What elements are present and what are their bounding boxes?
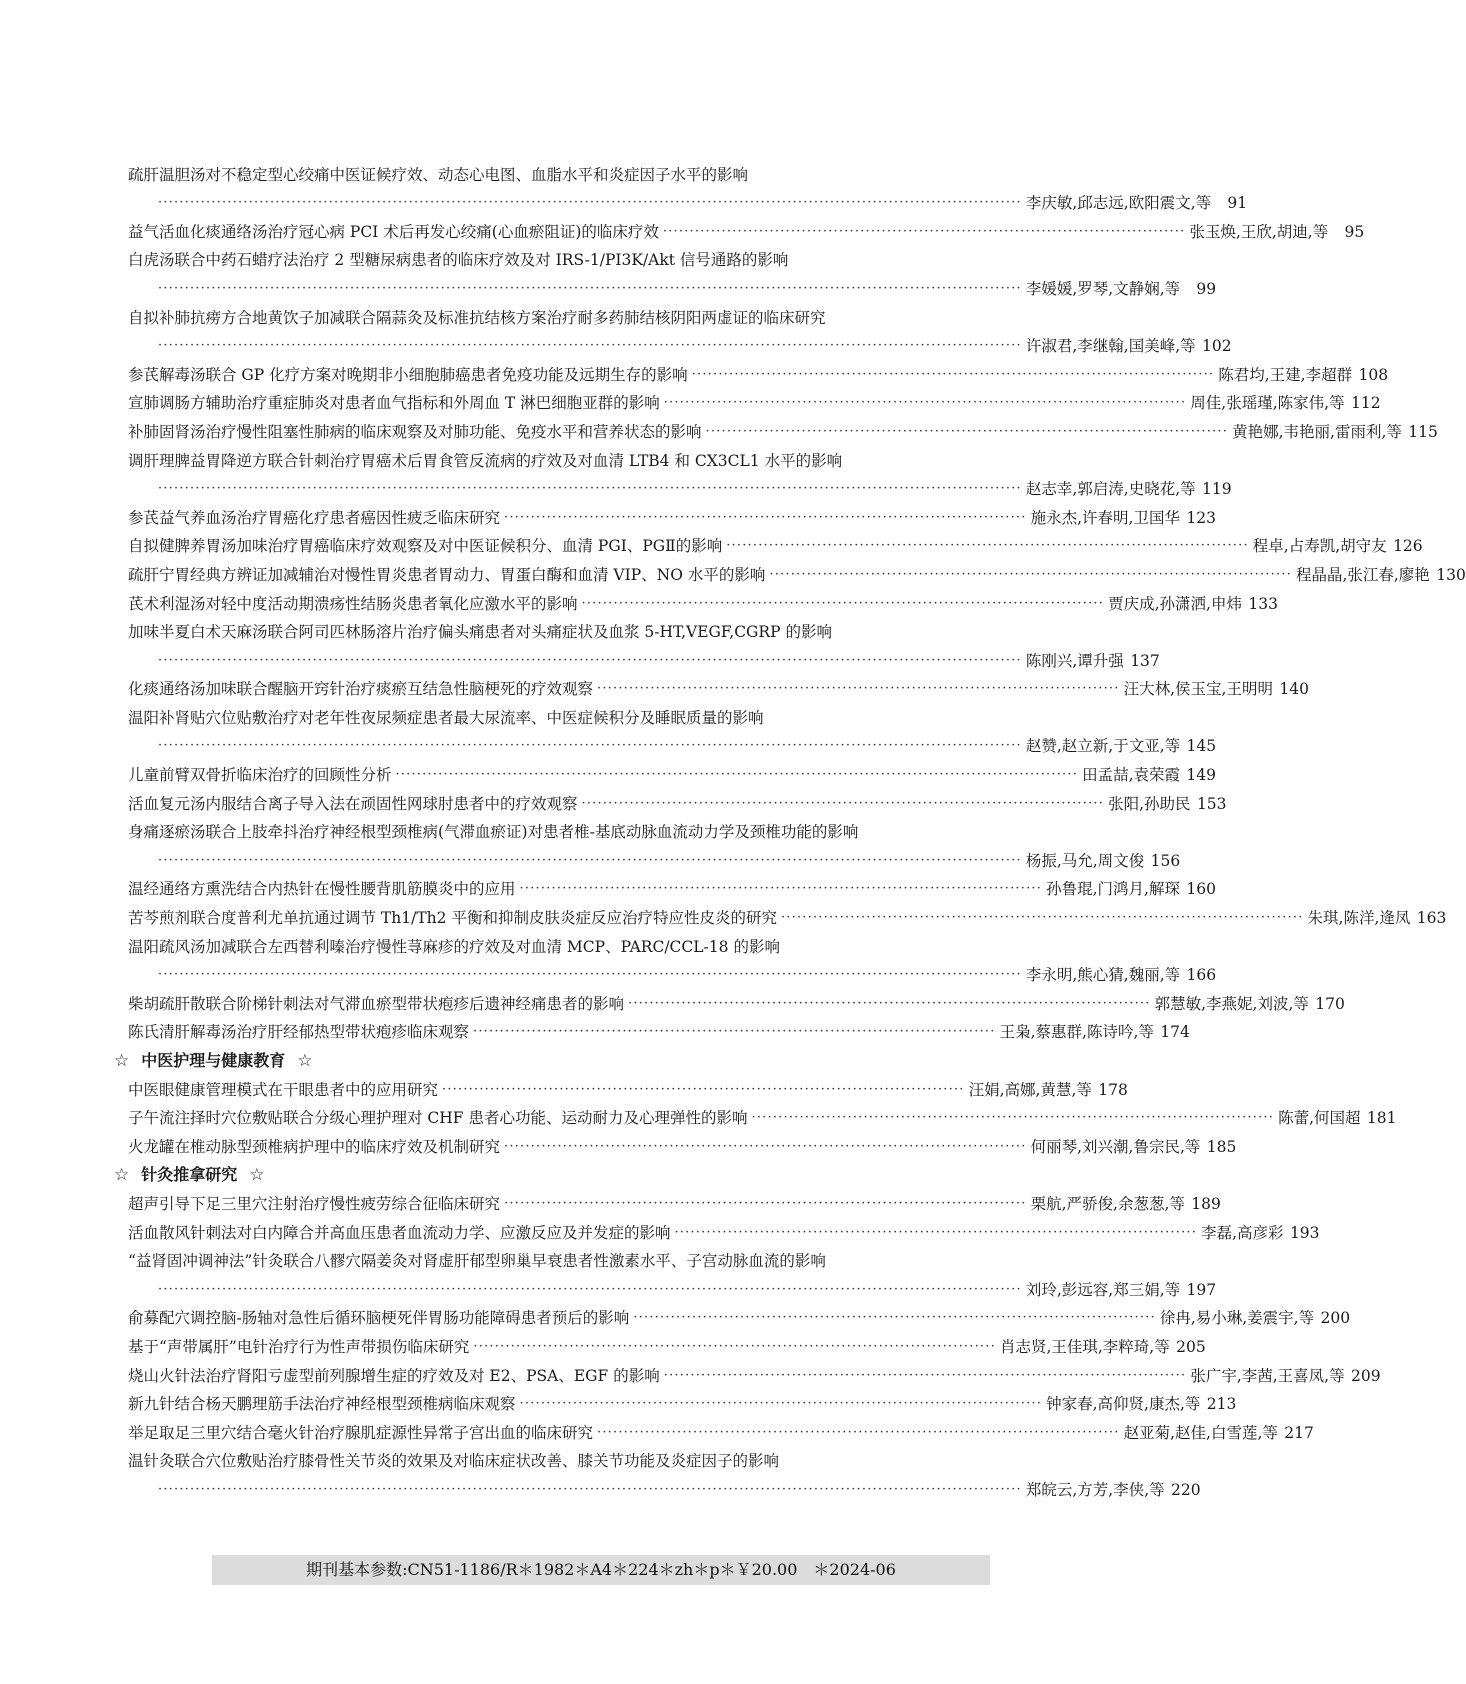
- leader-dots: ··································································································: [504, 509, 1027, 525]
- toc-entry[interactable]: 陈氏清肝解毒汤治疗肝经郁热型带状疱疹临床观察 ·································································································· 王枭,蔡惠群,陈诗吟,等 174: [128, 1023, 1190, 1042]
- toc-entry[interactable]: 芪术利湿汤对轻中度活动期溃疡性结肠炎患者氧化应激水平的影响 ·································································································· 贾庆成,孙潇洒,申炜 133: [128, 594, 1278, 613]
- leader-dots: ··································································································································································: [158, 481, 1022, 497]
- leader-dots: ··································································································: [751, 1110, 1275, 1126]
- toc-entry-title-line: 身痛逐瘀汤联合上肢牵抖治疗神经根型颈椎病(气滞血瘀证)对患者椎-基底动脉血流动力学及颈椎功能的影响: [128, 823, 859, 842]
- toc-entry[interactable]: 子午流注择时穴位敷贴联合分级心理护理对 CHF 患者心功能、运动耐力及心理弹性的影响 ·································································································· 陈蕾,何国超 181: [128, 1109, 1397, 1128]
- toc-entry-title-line: 温针灸联合穴位敷贴治疗膝骨性关节炎的效果及对临床症状改善、膝关节功能及炎症因子的影响: [128, 1452, 780, 1471]
- toc-entry-title-line: 疏肝温胆汤对不稳定型心绞痛中医证候疗效、动态心电图、血脂水平和炎症因子水平的影响: [128, 165, 749, 184]
- star-icon: ☆: [114, 1051, 130, 1071]
- toc-entry[interactable]: ·································································································································································· 许淑君,李继翰,国美峰,等 102: [158, 337, 1232, 356]
- leader-dots: ··································································································: [628, 995, 1151, 1011]
- toc-entry[interactable]: 温经通络方熏洗结合内热针在慢性腰背肌筋膜炎中的应用 ·································································································· 孙鲁琨,门鸿月,解琛 160: [128, 880, 1216, 899]
- toc-entry[interactable]: 举足取足三里穴结合毫火针治疗腺肌症源性异常子宫出血的临床研究 ·································································································· 赵亚菊,赵佳,白雪莲,等 217: [128, 1423, 1314, 1442]
- leader-dots: ··································································································: [442, 1081, 965, 1097]
- toc-entry[interactable]: 超声引导下足三里穴注射治疗慢性疲劳综合征临床研究 ·································································································· 栗航,严骄俊,余葱葱,等 189: [128, 1194, 1221, 1213]
- toc-entry[interactable]: 活血复元汤内服结合离子导入法在顽固性网球肘患者中的疗效观察 ·································································································· 张阳,孙助民 153: [128, 794, 1227, 813]
- section-title: 针灸推拿研究: [141, 1165, 238, 1185]
- table-of-contents: [114, 156, 1466, 1500]
- leader-dots: ··································································································: [663, 1367, 1187, 1383]
- toc-entry[interactable]: 柴胡疏肝散联合阶梯针刺法对气滞血瘀型带状疱疹后遗神经痛患者的影响 ·································································································· 郭慧敏,李燕妮,刘波,等 170: [128, 994, 1345, 1013]
- leader-dots: ··································································································: [691, 366, 1215, 382]
- toc-entry[interactable]: 化痰通络汤加味联合醒脑开窍针治疗痰瘀互结急性脑梗死的疗效观察 ·································································································· 汪大林,侯玉宝,王明明 140: [128, 680, 1309, 699]
- toc-entry-title-line: 白虎汤联合中药石蜡疗法治疗 2 型糖尿病患者的临床疗效及对 IRS-1/PI3K/Akt 信号通路的影响: [128, 251, 789, 270]
- leader-dots: ··································································································: [780, 910, 1304, 926]
- star-icon: ☆: [114, 1165, 130, 1186]
- leader-dots: ··································································································································································: [158, 338, 1022, 354]
- toc-entry-title-line: 加味半夏白术天麻汤联合阿司匹林肠溶片治疗偏头痛患者对头痛症状及血浆 5-HT,VEGF,CGRP 的影响: [128, 623, 832, 642]
- toc-entry[interactable]: 宣肺调肠方辅助治疗重症肺炎对患者血气指标和外周血 T 淋巴细胞亚群的影响 ·································································································· 周佳,张瑶瑾,陈家伟,等 112: [128, 394, 1381, 413]
- toc-entry[interactable]: 补肺固肾汤治疗慢性阻塞性肺病的临床观察及对肺功能、免疫水平和营养状态的影响 ·································································································· 黄艳娜,韦艳丽,雷雨利,等 115: [128, 422, 1438, 441]
- toc-entry-title-line: 调肝理脾益胃降逆方联合针刺治疗胃癌术后胃食管反流病的疗效及对血清 LTB4 和 CX3CL1 水平的影响: [128, 451, 843, 470]
- toc-entry[interactable]: 益气活血化痰通络汤治疗冠心病 PCI 术后再发心绞痛(心血瘀阻证)的临床疗效 ·································································································· 张玉焕,王欣,胡迪,等 95: [128, 222, 1365, 241]
- toc-entry[interactable]: 自拟健脾养胃汤加味治疗胃癌临床疗效观察及对中医证候积分、血清 PGⅠ、PGⅡ的影响 ·································································································· 程卓,占寿凯,胡守友 126: [128, 537, 1423, 556]
- leader-dots: ··································································································································································: [158, 1281, 1022, 1297]
- toc-entry[interactable]: 参芪解毒汤联合 GP 化疗方案对晚期非小细胞肺癌患者免疫功能及远期生存的影响 ·································································································· 陈君均,王建,李超群 108: [128, 365, 1389, 384]
- leader-dots: ··································································································: [473, 1024, 996, 1040]
- toc-entry[interactable]: 新九针结合杨天鹏理筋手法治疗神经根型颈椎病临床观察 ·································································································· 钟家春,高仰贤,康杰,等 213: [128, 1395, 1237, 1414]
- toc-entry[interactable]: ·································································································································································· 赵志幸,郭启涛,史晓花,等 119: [158, 480, 1232, 499]
- star-icon: ☆: [249, 1165, 265, 1186]
- leader-dots: ··································································································: [769, 566, 1292, 582]
- toc-entry-title-line: 温阳补肾贴穴位贴敷治疗对老年性夜尿频症患者最大尿流率、中医症候积分及睡眠质量的影响: [128, 708, 764, 727]
- leader-dots: ··································································································: [705, 423, 1229, 439]
- leader-dots: ··································································································: [674, 1224, 1198, 1240]
- leader-dots: ··································································································: [662, 223, 1186, 239]
- leader-dots: ··································································································: [663, 395, 1187, 411]
- leader-dots: ··································································································: [597, 1424, 1120, 1440]
- leader-dots: ··································································································: [519, 1396, 1043, 1412]
- leader-dots: ··································································································: [473, 1338, 996, 1354]
- leader-dots: ··································································································: [633, 1310, 1156, 1326]
- toc-entry-title-line: 自拟补肺抗痨方合地黄饮子加减联合隔蒜灸及标准抗结核方案治疗耐多药肺结核阴阳两虚证的临床研究: [128, 308, 826, 327]
- leader-dots: ··································································································································································: [158, 195, 1022, 211]
- toc-entry[interactable]: 中医眼健康管理模式在干眼患者中的应用研究 ·································································································· 汪娟,高娜,黄慧,等 178: [128, 1080, 1128, 1099]
- toc-entry[interactable]: ·································································································································································· 赵赞,赵立新,于文亚,等 145: [158, 737, 1217, 756]
- toc-entry[interactable]: 儿童前臂双骨折临床治疗的回顾性分析 ································································································································ 田孟喆,袁荣霞 149: [128, 766, 1216, 785]
- section-title: 中医护理与健康教育: [141, 1051, 286, 1070]
- toc-entry[interactable]: 参芪益气养血汤治疗胃癌化疗患者癌因性疲乏临床研究 ·································································································· 施永杰,许春明,卫国华 123: [128, 508, 1216, 527]
- leader-dots: ··································································································: [581, 795, 1105, 811]
- leader-dots: ··································································································: [597, 681, 1120, 697]
- leader-dots: ··································································································································································: [158, 652, 1022, 668]
- section-heading-nursing: [114, 1042, 1088, 1071]
- leader-dots: ··································································································: [504, 1195, 1027, 1211]
- toc-entry[interactable]: 火龙罐在椎动脉型颈椎病护理中的临床疗效及机制研究 ·································································································· 何丽琴,刘兴潮,鲁宗民,等 185: [128, 1137, 1237, 1156]
- toc-entry-title-line: 温阳疏风汤加减联合左西替利嗪治疗慢性荨麻疹的疗效及对血清 MCP、PARC/CCL-18 的影响: [128, 937, 780, 956]
- star-icon: ☆: [297, 1051, 313, 1071]
- toc-entry[interactable]: ·································································································································································· 李永明,熊心猜,魏丽,等 166: [158, 966, 1217, 985]
- leader-dots: ··································································································: [504, 1138, 1027, 1154]
- leader-dots: ··································································································································································: [158, 1481, 1022, 1497]
- leader-dots: ··································································································································································: [158, 738, 1022, 754]
- toc-entry[interactable]: ·································································································································································· 杨振,马允,周文俊 156: [158, 851, 1181, 870]
- toc-entry[interactable]: ·································································································································································· 刘玲,彭远容,郑三娟,等 197: [158, 1280, 1217, 1299]
- toc-entry[interactable]: 烧山火针法治疗肾阳亏虚型前列腺增生症的疗效及对 E2、PSA、EGF 的影响 ·································································································· 张广宇,李茜,王喜凤,等 209: [128, 1366, 1381, 1385]
- leader-dots: ··································································································································································: [158, 967, 1022, 983]
- leader-dots: ··································································································: [519, 881, 1043, 897]
- leader-dots: ································································································································: [395, 767, 1079, 783]
- toc-entry[interactable]: ·································································································································································· 李媛媛,罗琴,文静娴,等 99: [158, 279, 1217, 298]
- toc-entry[interactable]: 俞募配穴调控脑-肠轴对急性后循环脑梗死伴胃肠功能障碍患者预后的影响 ·································································································· 徐冉,易小琳,姜震宇,等 200: [128, 1309, 1351, 1328]
- leader-dots: ··································································································: [581, 595, 1105, 611]
- toc-entry[interactable]: 活血散风针刺法对白内障合并高血压患者血流动力学、应激反应及并发症的影响 ·································································································· 李磊,高彦彩 193: [128, 1223, 1320, 1242]
- leader-dots: ··································································································································································: [158, 280, 1022, 296]
- toc-entry[interactable]: ·································································································································································· 郑皖云,方芳,李侠,等 220: [158, 1480, 1201, 1499]
- journal-parameters-footer: 期刊基本参数:CN51-1186/R＊1982＊A4＊224＊zh＊p＊￥20.00 ＊2024-06: [212, 1555, 990, 1585]
- section-heading-acupuncture: [114, 1157, 1088, 1186]
- toc-entry[interactable]: 疏肝宁胃经典方辨证加减辅治对慢性胃炎患者胃动力、胃蛋白酶和血清 VIP、NO 水平的影响 ·································································································· 程晶晶,张江春,廖艳 130: [128, 565, 1466, 584]
- toc-entry-title-line: “益肾固冲调神法”针灸联合八髎穴隔姜灸对肾虚肝郁型卵巢早衰患者性激素水平、子宫动脉血流的影响: [128, 1252, 826, 1271]
- leader-dots: ··································································································································································: [158, 852, 1022, 868]
- toc-entry[interactable]: 基于“声带属肝”电针治疗行为性声带损伤临床研究 ·································································································· 肖志贤,王佳琪,李粹琦,等 205: [128, 1337, 1206, 1356]
- toc-entry[interactable]: 苦芩煎剂联合度普利尤单抗通过调节 Th1/Th2 平衡和抑制皮肤炎症反应治疗特应性皮炎的研究 ·································································································· 朱琪,陈洋,逄凤 163: [128, 909, 1447, 928]
- leader-dots: ··································································································: [726, 538, 1249, 554]
- toc-entry[interactable]: ·································································································································································· 陈刚兴,谭升强 137: [158, 651, 1160, 670]
- toc-entry[interactable]: ·································································································································································· 李庆敏,邱志远,欧阳震文,等 91: [158, 194, 1248, 213]
